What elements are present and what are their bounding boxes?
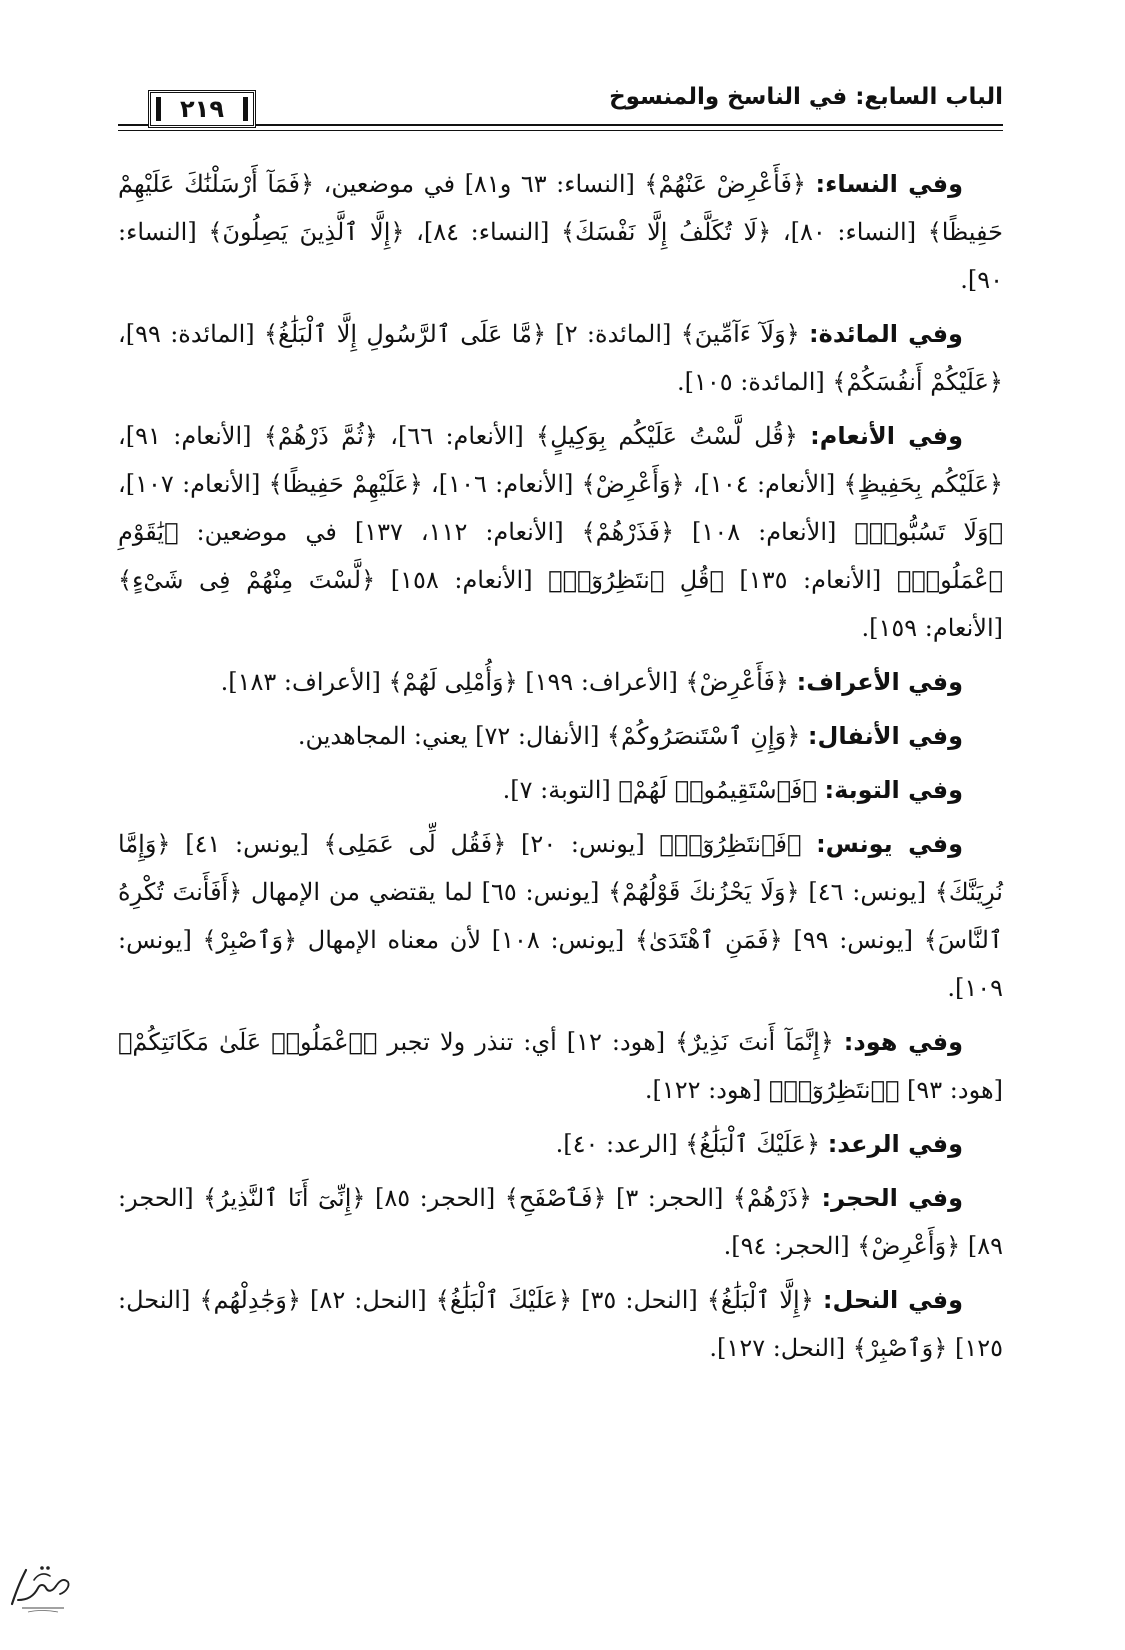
- paragraph-text: ﴿فَٱنتَظِرُوٓا۟﴾ [يونس: ٢٠] ﴿فَقُل لِّى عَمَلِى﴾ [يونس: ٤١] ﴿وَإِمَّا نُرِيَنَّكَ﴾ [يونس: ٤٦] ﴿وَلَا يَحْزُنكَ قَوْلُهُمْ﴾ [يونس: ٦٥] لما يقتضي من الإمهال ﴿أَفَأَنتَ تُكْرِهُ ٱلنَّاسَ﴾ [يونس: ٩٩] ﴿فَمَنِ ٱهْتَدَىٰ﴾ [يونس: ١٠٨] لأن معناه الإمهال ﴿وَٱصْبِرْ﴾ [يونس: ١٠٩].: [118, 830, 1003, 1002]
- paragraph-text: ﴿فَٱسْتَقِيمُوا۟ لَهُمْ﴾ [التوبة: ٧].: [502, 776, 825, 804]
- surah-lead: وفي الأعراف:: [796, 668, 963, 696]
- paragraph-text: ﴿إِنَّمَآ أَنتَ نَذِيرٌ﴾ [هود: ١٢] أي: تنذر ولا تجبر ﴿ٱعْمَلُوا۟ عَلَىٰ مَكَانَتِكُمْ﴾ [هود: ٩٣] ﴿ٱنتَظِرُوٓا۟﴾ [هود: ١٢٢].: [118, 1028, 1003, 1104]
- paragraph-maidah: [118, 310, 1003, 406]
- paragraph-rad: [118, 1120, 1003, 1168]
- paragraph-text: ﴿ذَرْهُمْ﴾ [الحجر: ٣] ﴿فَٱصْفَحِ﴾ [الحجر: ٨٥] ﴿إِنِّىٓ أَنَا ٱلنَّذِيرُ﴾ [الحجر: ٨٩] ﴿وَأَعْرِضْ﴾ [الحجر: ٩٤].: [118, 1184, 1003, 1260]
- surah-lead: وفي الأنعام:: [810, 422, 964, 450]
- paragraph-hud: [118, 1018, 1003, 1114]
- surah-lead: وفي الأنفال:: [807, 722, 963, 750]
- paragraph-nahl: [118, 1276, 1003, 1372]
- paragraph-text: ﴿وَلَآ ءَآمِّينَ﴾ [المائدة: ٢] ﴿مَّا عَلَى ٱلرَّسُولِ إِلَّا ٱلْبَلَٰغُ﴾ [المائدة: ٩٩]، ﴿عَلَيْكُمْ أَنفُسَكُمْ﴾ [المائدة: ١٠٥].: [118, 320, 1003, 396]
- paragraph-araf: [118, 658, 1003, 706]
- page-body: [118, 160, 1003, 1378]
- paragraph-yunus: [118, 820, 1003, 1012]
- surah-lead: وفي التوبة:: [824, 776, 963, 804]
- paragraph-tawbah: [118, 766, 1003, 814]
- paragraph-text: ﴿فَأَعْرِضْ عَنْهُمْ﴾ [النساء: ٦٣ و٨١] في موضعين، ﴿فَمَآ أَرْسَلْنَٰكَ عَلَيْهِمْ حَفِيظًا﴾ [النساء: ٨٠]، ﴿لَا تُكَلَّفُ إِلَّا نَفْسَكَ﴾ [النساء: ٨٤]، ﴿إِلَّا ٱلَّذِينَ يَصِلُونَ﴾ [النساء: ٩٠].: [118, 170, 1004, 294]
- paragraph-text: ﴿قُل لَّسْتُ عَلَيْكُم بِوَكِيلٍ﴾ [الأنعام: ٦٦]، ﴿ثُمَّ ذَرْهُمْ﴾ [الأنعام: ٩١]، ﴿عَلَيْكُم بِحَفِيظٍ﴾ [الأنعام: ١٠٤]، ﴿وَأَعْرِضْ﴾ [الأنعام: ١٠٦]، ﴿عَلَيْهِمْ حَفِيظًا﴾ [الأنعام: ١٠٧]، ﴿وَلَا تَسُبُّوا۟﴾ [الأنعام: ١٠٨] ﴿فَذَرْهُمْ﴾ [الأنعام: ١١٢، ١٣٧] في موضعين: ﴿يَٰقَوْمِ ٱعْمَلُوا۟﴾ [الأنعام: ١٣٥] ﴿قُلِ ٱنتَظِرُوٓا۟﴾ [الأنعام: ١٥٨] ﴿لَّسْتَ مِنْهُمْ فِى شَىْءٍ﴾ [الأنعام: ١٥٩].: [118, 422, 1004, 642]
- surah-lead: وفي النساء:: [815, 170, 964, 198]
- header-rule-thin: [118, 130, 1003, 131]
- surah-lead: وفي هود:: [843, 1028, 963, 1056]
- publisher-calligraphy-logo-icon: [4, 1556, 76, 1616]
- paragraph-text: ﴿وَإِنِ ٱسْتَنصَرُوكُمْ﴾ [الأنفال: ٧٢] يعني: المجاهدين.: [297, 722, 808, 750]
- paragraph-text: ﴿عَلَيْكَ ٱلْبَلَٰغُ﴾ [الرعد: ٤٠].: [555, 1130, 828, 1158]
- surah-lead: وفي الرعد:: [827, 1130, 963, 1158]
- paragraph-text: ﴿فَأَعْرِضْ﴾ [الأعراف: ١٩٩] ﴿وَأُمْلِى لَهُمْ﴾ [الأعراف: ١٨٣].: [220, 668, 797, 696]
- running-header-title: الباب السابع: في الناسخ والمنسوخ: [609, 84, 1003, 110]
- paragraph-hijr: [118, 1174, 1003, 1270]
- surah-lead: وفي يونس:: [816, 830, 964, 858]
- surah-lead: وفي النحل:: [822, 1286, 964, 1314]
- page-number: ٢١٩: [148, 90, 256, 128]
- paragraph-anam: [118, 412, 1003, 652]
- surah-lead: وفي المائدة:: [809, 320, 963, 348]
- surah-lead: وفي الحجر:: [821, 1184, 963, 1212]
- paragraph-nisa: [118, 160, 1003, 304]
- paragraph-text: ﴿إِلَّا ٱلْبَلَٰغُ﴾ [النحل: ٣٥] ﴿عَلَيْكَ ٱلْبَلَٰغُ﴾ [النحل: ٨٢] ﴿وَجَٰدِلْهُم﴾ [النحل: ١٢٥] ﴿وَٱصْبِرْ﴾ [النحل: ١٢٧].: [118, 1286, 1003, 1362]
- paragraph-anfal: [118, 712, 1003, 760]
